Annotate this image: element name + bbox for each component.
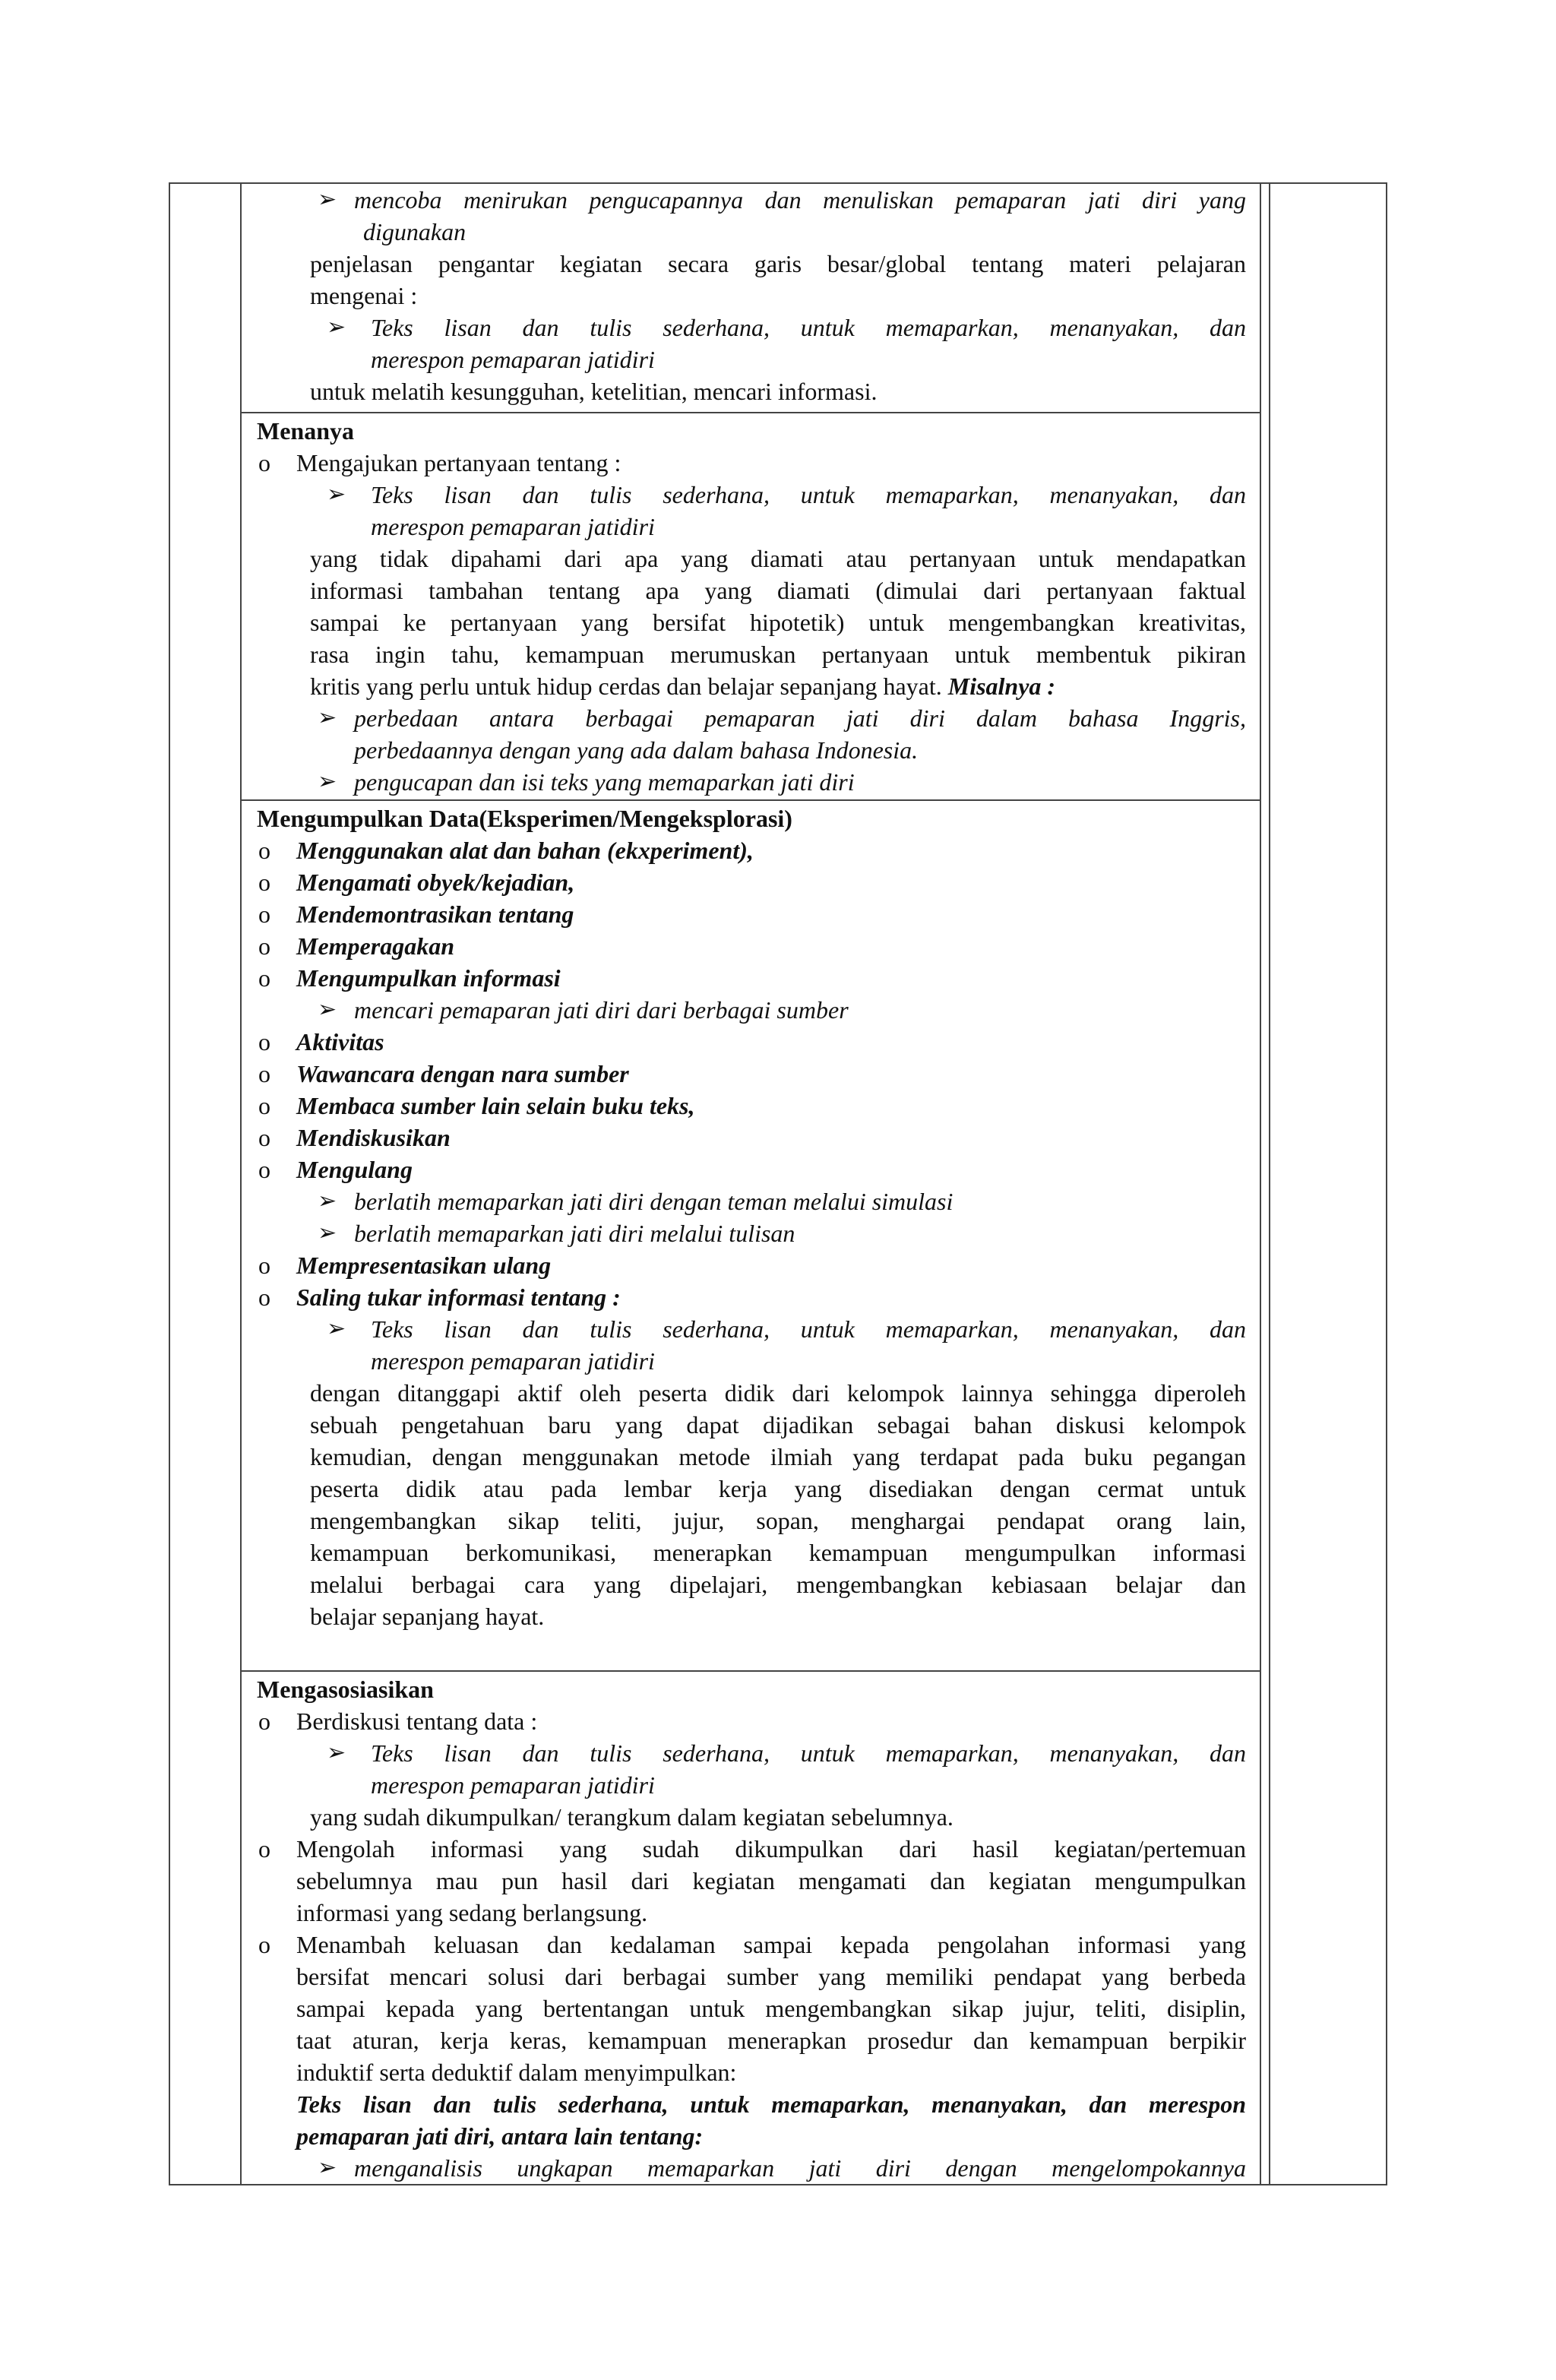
text-line: o Membaca sumber lain selain buku teks, <box>296 1092 695 1119</box>
list-item <box>257 766 1246 798</box>
text-line: yang tidak dipahami dari apa yang diamati atau pertanyaan untuk mendapatkan <box>310 545 1246 572</box>
list-item <box>257 479 1246 511</box>
text-line <box>257 670 1246 702</box>
list-item <box>257 312 1246 343</box>
list-item <box>257 834 1246 866</box>
arrow-bullet-icon: ➢ <box>318 769 337 794</box>
text-line: o Memperagakan <box>296 932 454 960</box>
list-item <box>257 1929 1246 2088</box>
text-line: o Mengumpulkan informasi <box>296 964 561 992</box>
list-item <box>257 1833 1246 1929</box>
list-item <box>257 184 1246 216</box>
text-line: Teks lisan dan tulis sederhana, untuk memaparkan, menanyakan, dan <box>371 314 1246 341</box>
text-line: peserta didik atau pada lembar kerja yang disediakan dengan cermat untuk <box>310 1475 1246 1502</box>
column-divider-right <box>1260 182 1261 2185</box>
arrow-bullet-icon: ➢ <box>327 1316 346 1341</box>
text-line: menganalisis ungkapan memaparkan jati diri dengan mengelompokannya <box>354 2154 1246 2182</box>
text-line: yang sudah dikumpulkan/ terangkum dalam kegiatan sebelumnya. <box>310 1803 954 1831</box>
text-line: sampai kepada yang bertentangan untuk mengembangkan sikap jujur, teliti, disiplin, <box>296 1995 1246 2022</box>
text-line: perbedaan antara berbagai pemaparan jati diri dalam bahasa Inggris, <box>354 704 1246 732</box>
list-item <box>257 1090 1246 1122</box>
arrow-bullet-icon: ➢ <box>318 705 337 730</box>
misalnya-label: Misalnya : <box>947 673 1056 700</box>
text-line: o Menggunakan alat dan bahan (ekxperiment), <box>296 837 754 864</box>
arrow-bullet-icon: ➢ <box>318 1220 337 1245</box>
text-line: sebuah pengetahuan baru yang dapat dijadikan sebagai bahan diskusi kelompok <box>310 1411 1246 1438</box>
text-line: pengucapan dan isi teks yang memaparkan jati diri <box>354 768 855 796</box>
text-line: kemampuan berkomunikasi, menerapkan kemampuan mengumpulkan informasi <box>310 1539 1246 1566</box>
text-line: o Berdiskusi tentang data : <box>296 1707 538 1735</box>
section-heading: Mengasosiasikan <box>257 1676 434 1703</box>
list-item <box>257 1737 1246 1769</box>
text-line: sampai ke pertanyaan yang bersifat hipotetik) untuk mengembangkan kreativitas, <box>310 609 1246 636</box>
text-line: mengenai : <box>310 282 418 309</box>
list-item <box>257 930 1246 962</box>
row-mengamati-continued <box>242 182 1260 412</box>
text-line: taat aturan, kerja keras, kemampuan menerapkan prosedur dan kemampuan berpikir <box>296 2027 1246 2054</box>
text-line: melalui berbagai cara yang dipelajari, mengembangkan kebiasaan belajar dan <box>310 1571 1246 1598</box>
text-line: o Mengajukan pertanyaan tentang : <box>296 449 621 476</box>
list-item <box>257 702 1246 734</box>
text-line: penjelasan pengantar kegiatan secara garis besar/global tentang materi pelajaran <box>310 250 1246 277</box>
text-line: belajar sepanjang hayat. <box>310 1603 545 1630</box>
list-item <box>257 898 1246 930</box>
row-menanya <box>242 412 1260 799</box>
main-column <box>242 182 1260 2185</box>
text-line: o Mendemontrasikan tentang <box>296 900 574 928</box>
text-line: rasa ingin tahu, kemampuan merumuskan pertanyaan untuk membentuk pikiran <box>310 641 1246 668</box>
text-line: o Mengolah informasi yang sudah dikumpulkan dari hasil kegiatan/pertemuan <box>296 1835 1246 1863</box>
text-line: perbedaannya dengan yang ada dalam bahasa Indonesia. <box>354 736 919 764</box>
list-item <box>257 1026 1246 1058</box>
text-line: induktif serta deduktif dalam menyimpulkan: <box>296 2059 737 2086</box>
arrow-bullet-icon: ➢ <box>318 187 337 212</box>
text-line: mengembangkan sikap teliti, jujur, sopan, menghargai pendapat orang lain, <box>310 1507 1246 1534</box>
list-item <box>257 1058 1246 1090</box>
arrow-bullet-icon: ➢ <box>318 1188 337 1214</box>
text-line: o Mempresentasikan ulang <box>296 1252 552 1279</box>
list-item <box>257 994 1246 1026</box>
section-heading: Mengumpulkan Data(Eksperimen/Mengeksplorasi) <box>257 805 792 832</box>
text-line: bersifat mencari solusi dari berbagai sumber yang memiliki pendapat yang berbeda <box>296 1963 1246 1990</box>
text-line: sebelumnya mau pun hasil dari kegiatan mengamati dan kegiatan mengumpulkan <box>296 1867 1246 1894</box>
text-line: merespon pemaparan jatidiri <box>371 1771 655 1799</box>
text-line: Teks lisan dan tulis sederhana, untuk memaparkan, menanyakan, dan <box>371 1739 1246 1767</box>
list-item <box>257 1313 1246 1345</box>
text-line: Teks lisan dan tulis sederhana, untuk memaparkan, menanyakan, dan merespon <box>296 2090 1246 2118</box>
list-item <box>257 1122 1246 1154</box>
text-line: berlatih memaparkan jati diri dengan teman melalui simulasi <box>354 1188 954 1215</box>
text-line: o Aktivitas <box>296 1028 384 1055</box>
section-heading: Menanya <box>257 417 354 445</box>
text-line: mencoba menirukan pengucapannya dan menuliskan pemaparan jati diri yang <box>354 186 1246 214</box>
arrow-bullet-icon: ➢ <box>327 482 346 507</box>
text-line: o Mengulang <box>296 1156 413 1183</box>
row-mengumpulkan-data <box>242 799 1260 1670</box>
arrow-bullet-icon: ➢ <box>327 1740 346 1765</box>
text-line: o Wawancara dengan nara sumber <box>296 1060 629 1087</box>
column-divider-right-inner <box>1269 182 1270 2185</box>
text-line: informasi yang sedang berlangsung. <box>296 1899 648 1926</box>
list-item <box>257 1249 1246 1281</box>
text-line: kemudian, dengan menggunakan metode ilmiah yang terdapat pada buku pegangan <box>310 1443 1246 1470</box>
list-item <box>257 1281 1246 1313</box>
text-line: berlatih memaparkan jati diri melalui tulisan <box>354 1220 795 1247</box>
arrow-bullet-icon: ➢ <box>318 997 337 1022</box>
text-span: kritis yang perlu untuk hidup cerdas dan belajar sepanjang hayat. <box>310 673 942 700</box>
row-mengasosiasikan <box>242 1670 1260 2185</box>
text-line: o Mendiskusikan <box>296 1124 451 1151</box>
text-line: o Saling tukar informasi tentang : <box>296 1283 621 1311</box>
list-item <box>257 866 1246 898</box>
list-item <box>257 1217 1246 1249</box>
arrow-bullet-icon: ➢ <box>318 2155 337 2180</box>
text-line: pemaparan jati diri, antara lain tentang: <box>296 2122 704 2150</box>
list-item <box>257 447 1246 479</box>
list-item <box>257 1705 1246 1737</box>
list-item <box>257 2152 1246 2184</box>
list-item <box>257 962 1246 994</box>
text-line: mencari pemaparan jati diri dari berbagai sumber <box>354 996 849 1024</box>
arrow-bullet-icon: ➢ <box>327 315 346 340</box>
text-line: digunakan <box>363 218 466 245</box>
list-item <box>257 1185 1246 1217</box>
text-line: merespon pemaparan jatidiri <box>371 513 655 540</box>
text-line: untuk melatih kesungguhan, ketelitian, mencari informasi. <box>310 378 878 405</box>
text-line: informasi tambahan tentang apa yang diamati (dimulai dari pertanyaan faktual <box>310 577 1246 604</box>
text-line: Teks lisan dan tulis sederhana, untuk memaparkan, menanyakan, dan <box>371 481 1246 508</box>
text-line: Teks lisan dan tulis sederhana, untuk memaparkan, menanyakan, dan <box>371 1315 1246 1343</box>
text-line: dengan ditanggapi aktif oleh peserta didik dari kelompok lainnya sehingga diperoleh <box>310 1379 1246 1407</box>
text-line: o Menambah keluasan dan kedalaman sampai kepada pengolahan informasi yang <box>296 1931 1246 1958</box>
text-line: o Mengamati obyek/kejadian, <box>296 869 575 896</box>
list-item <box>257 1154 1246 1185</box>
text-line: merespon pemaparan jatidiri <box>371 1347 655 1375</box>
text-line: merespon pemaparan jatidiri <box>371 346 655 373</box>
